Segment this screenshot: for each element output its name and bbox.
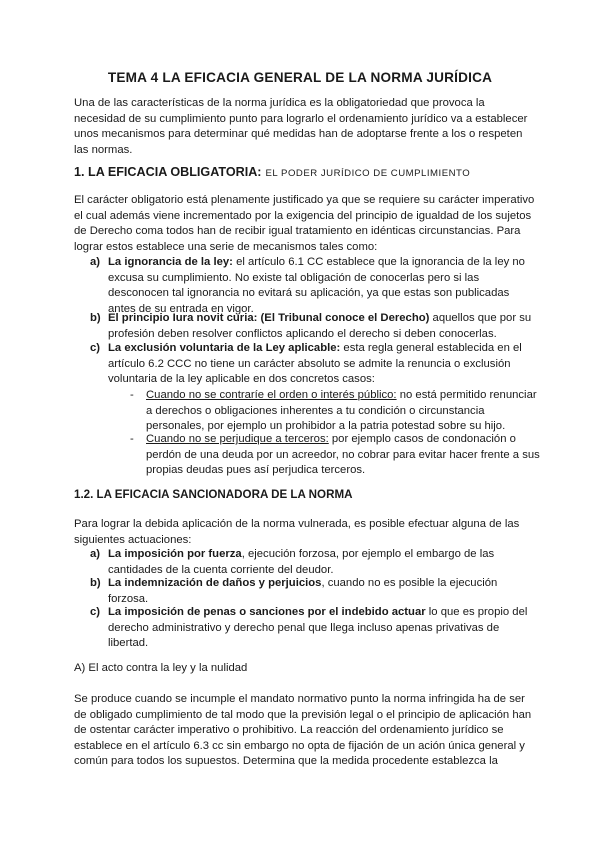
list-item: [90, 547, 538, 578]
list-marker: b): [90, 312, 101, 324]
section-1-2-paragraph: Para lograr la debida aplicación de la norma vulnerada, es posible efectuar alguna de las siguientes actuaciones:: [74, 518, 520, 546]
list-item-text: el artículo 6.1 CC establece que la ignorancia de la ley no excusa su cumplimiento. No existe tal obligación de conocerlas pero si las desconocen tal ignorancia no evitará su aplicación, ya que estas son publicadas antes de su entrada en vigor.: [108, 256, 525, 315]
list-marker: c): [90, 606, 101, 618]
section-1-paragraph: El carácter obligatorio está plenamente justificado ya que se requiere su carácter imperativo el cual además viene incrementado por la exigencia del principio de igualdad de los sujetos de Derecho coma todos han de recibir igual tratamiento en idénticas circunstancias. Para lograr estos establece una serie de mecanismos tales como:: [74, 194, 535, 253]
list-item-bold: La imposición de penas o sanciones por el indebido actuar: [108, 606, 426, 618]
list-item-bold: La indemnización de daños y perjuicios: [108, 577, 322, 589]
list-item: [90, 311, 538, 342]
list-item-bold: La exclusión voluntaria de la Ley aplicable:: [108, 342, 341, 354]
sub-list-item-text: por ejemplo casos de condonación o perdón de una deuda por un acreedor, no cobrar para evitar hacer frente a sus propias deudas pues así perjudica terceros.: [146, 433, 540, 477]
subsection-a-paragraph: Se produce cuando se incumple el mandato normativo punto la norma infringida ha de ser de obligado cumplimiento de tal modo que la previsión legal o el principio de aplicación han de ostentar carácter imperativo o prohibitivo. La reacción del ordenamiento jurídico se establece en el artículo 6.3 cc sin embargo no opta de fijación de un ación única general y común para todos los supuestos. Determina que la medida procedente establezca la: [74, 693, 532, 768]
sub-list-item: [130, 432, 540, 479]
section-1-title: 1. LA EFICACIA OBLIGATORIA:: [74, 165, 262, 179]
dash-marker: -: [130, 389, 134, 401]
intro-paragraph: Una de las características de la norma jurídica es la obligatoriedad que provoca la necesidad de su cumplimiento punto para lograrlo el ordenamiento jurídico va a establecer unos mecanismos para determinar qué medidas han de adoptarse frente a los o respeten las normas.: [74, 97, 528, 156]
list-item-text: , ejecución forzosa, por ejemplo el embargo de las cantidades de la cuenta corriente del deudor.: [108, 548, 495, 576]
list-marker: c): [90, 342, 101, 354]
list-item: [90, 255, 538, 317]
list-item: [90, 576, 538, 607]
subsection-a-heading: A) El acto contra la ley y la nulidad: [74, 662, 248, 674]
sub-list-item-text: no está permitido renunciar a derechos o obligaciones inherentes a tu condición o circunstancia personales, por ejemplo un prohibidor a la patria potestad sobre su hijo.: [146, 389, 537, 433]
dash-marker: -: [130, 433, 134, 445]
list-item-text: esta regla general establecida en el artículo 6.2 CCC no tiene un carácter absoluto se admite la renuncia o exclusión voluntaria de la ley aplicable en dos concretos casos:: [108, 342, 522, 386]
list-item-text: aquellos que por su profesión deben resolver conflictos aplicando el derecho si deben conocerlas.: [108, 312, 532, 340]
document-title: TEMA 4 LA EFICACIA GENERAL DE LA NORMA JURÍDICA: [107, 70, 493, 85]
sub-list-item-underlined: Cuando no se perjudique a terceros:: [146, 433, 329, 445]
list-marker: a): [90, 256, 101, 268]
list-item-bold: El principio Iura novit curia: (El Tribunal conoce el Derecho): [108, 312, 430, 324]
list-marker: b): [90, 577, 101, 589]
list-item: [90, 605, 538, 652]
section-1-heading: [74, 165, 544, 179]
list-item-text: lo que es propio del derecho administrativo y derecho penal que llega incluso apenas privativas de libertad.: [108, 606, 528, 650]
section-1-subtitle: EL PODER JURÍDICO DE CUMPLIMIENTO: [265, 168, 471, 179]
section-1-2-heading: 1.2. LA EFICACIA SANCIONADORA DE LA NORMA: [74, 488, 353, 501]
list-item-text: , cuando no es posible la ejecución forzosa.: [108, 577, 498, 605]
list-item: [90, 341, 538, 388]
list-marker: a): [90, 548, 101, 560]
sub-list-item: [130, 388, 540, 435]
list-item-bold: La imposición por fuerza: [108, 548, 242, 560]
sub-list-item-underlined: Cuando no se contraríe el orden o interés público:: [146, 389, 397, 401]
list-item-bold: La ignorancia de la ley:: [108, 256, 233, 268]
